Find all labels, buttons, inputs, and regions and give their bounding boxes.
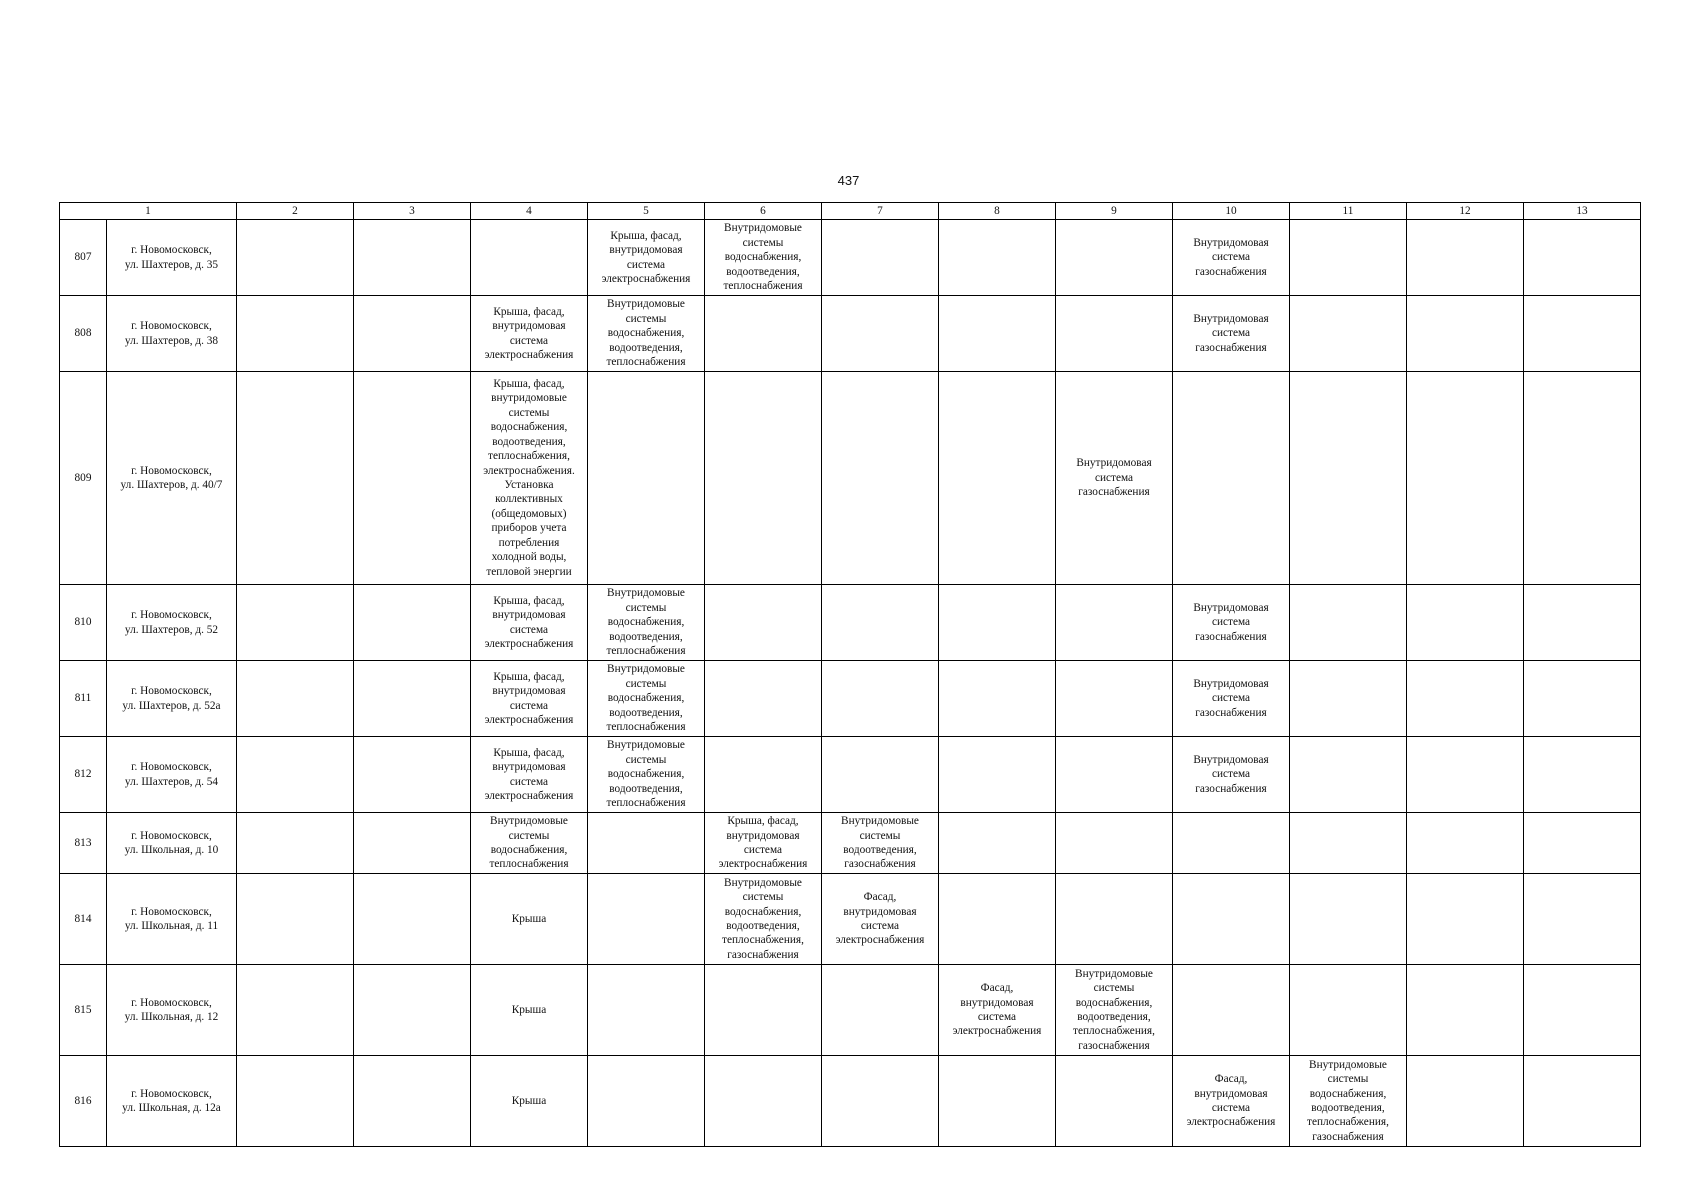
work-cell-col-4-text: Крыша [511,1003,547,1016]
work-cell-col-12 [1407,813,1524,874]
work-cell-col-11 [1290,220,1407,296]
work-cell-col-8 [939,1056,1056,1147]
work-cell-col-4 [471,296,588,372]
work-cell-col-9-text: Внутридомовые системы водоснабжения, водоотведения, теплоснабжения, газоснабжения [1073,967,1155,1052]
work-cell-col-9 [1056,874,1173,965]
capital-repair-table [59,202,1641,1147]
work-cell-col-5 [588,372,705,585]
table-row [60,585,1641,661]
work-cell-col-10 [1173,1056,1290,1147]
work-cell-col-13 [1524,372,1641,585]
work-cell-col-7 [822,965,939,1056]
work-cell-col-9 [1056,585,1173,661]
work-cell-col-7 [822,372,939,585]
work-cell-col-8 [939,220,1056,296]
work-cell-col-5-text: Внутридомовые системы водоснабжения, водоотведения, теплоснабжения [606,298,686,369]
row-number-cell-text: 815 [74,1003,92,1016]
work-cell-col-10 [1173,372,1290,585]
row-number-cell [60,220,107,296]
address-cell-text: г. Новомосковск, ул. Шахтеров, д. 52 [124,609,219,636]
row-number-cell-text: 810 [74,616,92,629]
row-number-cell [60,1056,107,1147]
address-cell-text: г. Новомосковск, ул. Школьная, д. 11 [124,905,219,932]
work-cell-col-9 [1056,372,1173,585]
address-cell [107,220,237,296]
work-cell-col-2 [237,585,354,661]
address-cell [107,965,237,1056]
work-cell-col-9 [1056,661,1173,737]
work-cell-col-6-text: Внутридомовые системы водоснабжения, водоотведения, теплоснабжения, газоснабжения [722,876,804,961]
address-cell [107,737,237,813]
table-row [60,220,1641,296]
work-cell-col-5 [588,220,705,296]
work-cell-col-3 [354,874,471,965]
page-number: 437 [837,173,860,188]
work-cell-col-2 [237,737,354,813]
work-cell-col-11 [1290,372,1407,585]
work-cell-col-6 [705,220,822,296]
row-number-cell-text: 814 [74,912,92,925]
work-cell-col-10-text: Внутридомовая система газоснабжения [1193,236,1269,278]
work-cell-col-9 [1056,1056,1173,1147]
work-cell-col-13 [1524,965,1641,1056]
work-cell-col-4-text: Крыша, фасад, внутридомовая система электроснабжения [484,746,574,802]
work-cell-col-4 [471,813,588,874]
column-header: 10 [1173,203,1290,220]
work-cell-col-10-text: Внутридомовая система газоснабжения [1193,312,1269,354]
work-cell-col-4 [471,874,588,965]
work-cell-col-4-text: Крыша [511,1094,547,1107]
column-header: 13 [1524,203,1641,220]
work-cell-col-13 [1524,661,1641,737]
work-cell-col-5 [588,874,705,965]
work-cell-col-3 [354,737,471,813]
work-cell-col-13 [1524,220,1641,296]
work-cell-col-4-text: Крыша, фасад, внутридомовая система электроснабжения [484,305,574,361]
work-cell-col-9 [1056,813,1173,874]
work-cell-col-5 [588,737,705,813]
work-cell-col-11 [1290,737,1407,813]
work-cell-col-7 [822,296,939,372]
work-cell-col-12 [1407,965,1524,1056]
work-cell-col-10 [1173,737,1290,813]
address-cell-text: г. Новомосковск, ул. Шахтеров, д. 35 [124,244,219,271]
work-cell-col-4-text: Крыша, фасад, внутридомовая система электроснабжения [484,670,574,726]
address-cell [107,372,237,585]
work-cell-col-12 [1407,661,1524,737]
address-cell [107,585,237,661]
work-cell-col-5 [588,585,705,661]
table-row [60,1056,1641,1147]
work-cell-col-4 [471,220,588,296]
table-row [60,737,1641,813]
work-cell-col-8 [939,813,1056,874]
address-cell-text: г. Новомосковск, ул. Шахтеров, д. 52а [122,685,221,712]
work-cell-col-11 [1290,296,1407,372]
work-cell-col-11-text: Внутридомовые системы водоснабжения, водоотведения, теплоснабжения, газоснабжения [1307,1058,1389,1143]
work-cell-col-10-text: Внутридомовая система газоснабжения [1193,753,1269,795]
address-cell-text: г. Новомосковск, ул. Шахтеров, д. 38 [124,320,219,347]
work-cell-col-2 [237,813,354,874]
table-row [60,813,1641,874]
address-cell [107,813,237,874]
work-cell-col-2 [237,1056,354,1147]
address-cell-text: г. Новомосковск, ул. Школьная, д. 10 [124,829,219,856]
work-cell-col-2 [237,296,354,372]
work-cell-col-3 [354,220,471,296]
work-cell-col-5-text: Внутридомовые системы водоснабжения, водоотведения, теплоснабжения [606,587,686,658]
work-cell-col-2 [237,661,354,737]
row-number-cell-text: 807 [74,251,92,264]
row-number-cell [60,585,107,661]
work-cell-col-10 [1173,585,1290,661]
work-cell-col-6 [705,874,822,965]
column-header: 11 [1290,203,1407,220]
work-cell-col-8 [939,296,1056,372]
work-cell-col-7 [822,661,939,737]
work-cell-col-10-text: Фасад, внутридомовая система электроснабжения [1186,1073,1276,1129]
row-number-cell [60,296,107,372]
work-cell-col-4 [471,661,588,737]
work-cell-col-4 [471,372,588,585]
address-cell-text: г. Новомосковск, ул. Шахтеров, д. 54 [124,761,219,788]
work-cell-col-9 [1056,296,1173,372]
work-cell-col-2 [237,372,354,585]
work-cell-col-13 [1524,874,1641,965]
work-cell-col-7 [822,585,939,661]
work-cell-col-11 [1290,661,1407,737]
address-cell-text: г. Новомосковск, ул. Школьная, д. 12 [124,996,219,1023]
work-cell-col-11 [1290,1056,1407,1147]
work-cell-col-4 [471,1056,588,1147]
work-cell-col-10 [1173,661,1290,737]
row-number-cell [60,661,107,737]
work-cell-col-7-text: Фасад, внутридомовая система электроснабжения [835,891,925,947]
work-cell-col-10 [1173,965,1290,1056]
work-cell-col-7 [822,874,939,965]
column-header: 3 [354,203,471,220]
work-cell-col-4 [471,737,588,813]
work-cell-col-3 [354,813,471,874]
work-cell-col-2 [237,220,354,296]
column-header: 9 [1056,203,1173,220]
work-cell-col-10 [1173,220,1290,296]
work-cell-col-5-text: Внутридомовые системы водоснабжения, водоотведения, теплоснабжения [606,663,686,734]
work-cell-col-2 [237,874,354,965]
work-cell-col-10 [1173,296,1290,372]
work-cell-col-7 [822,737,939,813]
column-header: 6 [705,203,822,220]
work-cell-col-13 [1524,737,1641,813]
column-header: 4 [471,203,588,220]
work-cell-col-8 [939,737,1056,813]
work-cell-col-8 [939,585,1056,661]
row-number-cell [60,874,107,965]
table-body [60,220,1641,1147]
work-cell-col-4-text: Крыша [511,912,547,925]
work-cell-col-6 [705,1056,822,1147]
work-cell-col-5 [588,661,705,737]
work-cell-col-11 [1290,585,1407,661]
work-cell-col-11 [1290,874,1407,965]
table-row [60,661,1641,737]
work-cell-col-7-text: Внутридомовые системы водоотведения, газоснабжения [841,815,919,871]
row-number-cell [60,372,107,585]
column-header: 7 [822,203,939,220]
work-cell-col-8 [939,661,1056,737]
row-number-cell [60,813,107,874]
work-cell-col-13 [1524,585,1641,661]
work-cell-col-10 [1173,813,1290,874]
table-row [60,372,1641,585]
work-cell-col-6 [705,661,822,737]
row-number-cell-text: 816 [74,1094,92,1107]
work-cell-col-6-text: Внутридомовые системы водоснабжения, водоотведения, теплоснабжения [723,222,803,293]
work-cell-col-6-text: Крыша, фасад, внутридомовая система электроснабжения [718,815,808,871]
address-cell [107,296,237,372]
work-cell-col-4-text: Внутридомовые системы водоснабжения, теплоснабжения [489,815,569,871]
work-cell-col-12 [1407,874,1524,965]
work-cell-col-10-text: Внутридомовая система газоснабжения [1193,677,1269,719]
address-cell-text: г. Новомосковск, ул. Школьная, д. 12а [122,1087,221,1114]
work-cell-col-8 [939,965,1056,1056]
work-cell-col-4-text: Крыша, фасад, внутридомовые системы водоснабжения, водоотведения, теплоснабжения, электроснабжения. Установка коллективных (общедомовых) приборов учета потребления холодной воды, тепловой энергии [483,377,575,578]
work-cell-col-6 [705,296,822,372]
row-number-cell-text: 808 [74,327,92,340]
table-row [60,874,1641,965]
row-number-cell-text: 813 [74,836,92,849]
work-cell-col-11 [1290,965,1407,1056]
work-cell-col-8 [939,874,1056,965]
work-cell-col-5 [588,965,705,1056]
column-header: 12 [1407,203,1524,220]
work-cell-col-9 [1056,737,1173,813]
work-cell-col-3 [354,296,471,372]
row-number-cell [60,965,107,1056]
column-header: 2 [237,203,354,220]
work-cell-col-5-text: Крыша, фасад, внутридомовая система электроснабжения [601,229,691,285]
address-cell [107,661,237,737]
work-cell-col-6 [705,737,822,813]
work-cell-col-3 [354,585,471,661]
address-cell-text: г. Новомосковск, ул. Шахтеров, д. 40/7 [120,464,223,491]
work-cell-col-6 [705,965,822,1056]
row-number-cell-text: 812 [74,768,92,781]
work-cell-col-4-text: Крыша, фасад, внутридомовая система электроснабжения [484,594,574,650]
work-cell-col-4 [471,585,588,661]
work-cell-col-10-text: Внутридомовая система газоснабжения [1193,601,1269,643]
column-number-header-row [60,203,1641,220]
work-cell-col-5 [588,1056,705,1147]
work-cell-col-7 [822,1056,939,1147]
work-cell-col-12 [1407,737,1524,813]
column-header: 1 [60,203,237,220]
work-cell-col-7 [822,813,939,874]
work-cell-col-3 [354,661,471,737]
work-cell-col-13 [1524,1056,1641,1147]
address-cell [107,1056,237,1147]
work-cell-col-5 [588,296,705,372]
column-header: 8 [939,203,1056,220]
table-row [60,296,1641,372]
address-cell [107,874,237,965]
work-cell-col-6 [705,372,822,585]
work-cell-col-3 [354,1056,471,1147]
row-number-cell-text: 809 [74,471,92,484]
work-cell-col-3 [354,372,471,585]
work-cell-col-2 [237,965,354,1056]
work-cell-col-12 [1407,585,1524,661]
work-cell-col-5 [588,813,705,874]
work-cell-col-7 [822,220,939,296]
work-cell-col-12 [1407,220,1524,296]
work-cell-col-12 [1407,1056,1524,1147]
column-header: 5 [588,203,705,220]
row-number-cell [60,737,107,813]
work-cell-col-8-text: Фасад, внутридомовая система электроснабжения [952,982,1042,1038]
work-cell-col-12 [1407,296,1524,372]
work-cell-col-11 [1290,813,1407,874]
work-cell-col-3 [354,965,471,1056]
work-cell-col-9 [1056,220,1173,296]
row-number-cell-text: 811 [74,692,92,705]
work-cell-col-8 [939,372,1056,585]
work-cell-col-5-text: Внутридомовые системы водоснабжения, водоотведения, теплоснабжения [606,739,686,810]
work-cell-col-9 [1056,965,1173,1056]
work-cell-col-12 [1407,372,1524,585]
work-cell-col-6 [705,585,822,661]
table-row [60,965,1641,1056]
work-cell-col-6 [705,813,822,874]
work-cell-col-13 [1524,296,1641,372]
work-cell-col-10 [1173,874,1290,965]
work-cell-col-4 [471,965,588,1056]
work-cell-col-13 [1524,813,1641,874]
work-cell-col-9-text: Внутридомовая система газоснабжения [1076,457,1152,499]
